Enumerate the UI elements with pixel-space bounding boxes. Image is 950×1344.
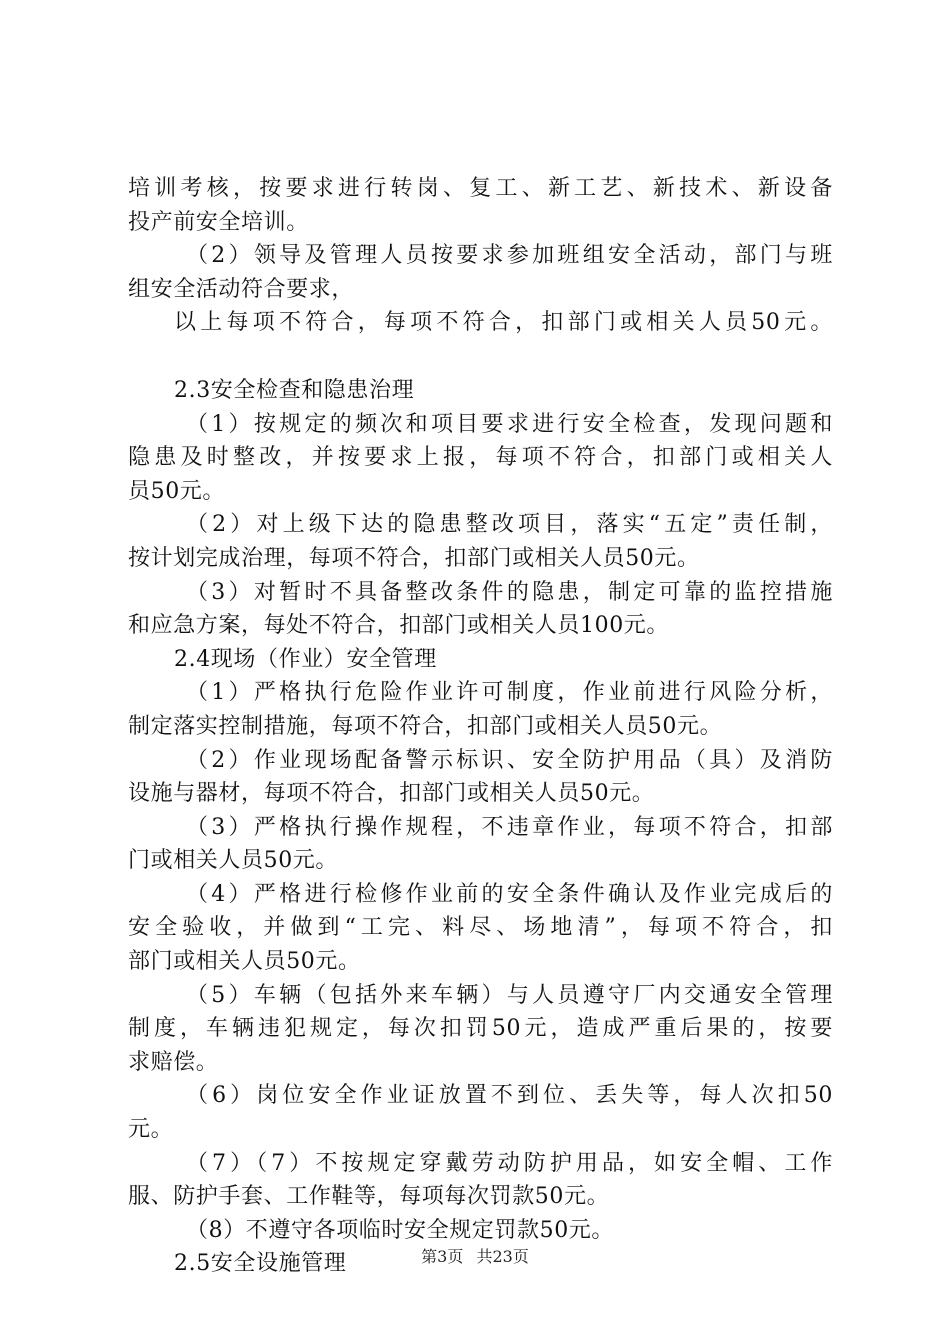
text-line: （4）严格进行检修作业前的安全条件确认及作业完成后的: [186, 881, 833, 907]
text-line: 员50元。: [128, 478, 225, 504]
text-line: （2）领导及管理人员按要求参加班组安全活动，部门与班: [186, 243, 833, 269]
text-line: 投产前安全培训。: [128, 209, 309, 235]
text-line: （1）严格执行危险作业许可制度，作业前进行风险分析，: [186, 680, 833, 706]
text-line: 制度，车辆违犯规定，每次扣罚50元，造成严重后果的，按要: [128, 1016, 833, 1042]
text-line: （6）岗位安全作业证放置不到位、丢失等，每人次扣50: [186, 1083, 833, 1109]
paragraph-gap: [128, 340, 833, 374]
text-line: （1）按规定的频次和项目要求进行安全检查，发现问题和: [186, 411, 833, 437]
section-heading: 2.5安全设施管理: [174, 1251, 347, 1277]
page-footer: [0, 1244, 950, 1267]
text-line: 组安全活动符合要求，: [128, 276, 355, 302]
text-line: 培训考核，按要求进行转岗、复工、新工艺、新技术、新设备: [128, 176, 833, 201]
text-line: （2）作业现场配备警示标识、安全防护用品（具）及消防: [186, 747, 833, 773]
text-line: 元。: [128, 1117, 174, 1143]
page-number: 第3页: [421, 1247, 464, 1266]
page-total: 共23页: [476, 1247, 529, 1266]
text-line: 以上每项不符合，每项不符合，扣部门或相关人员50元。: [174, 310, 833, 336]
text-line: （8）不遵守各项临时安全规定罚款50元。: [186, 1217, 614, 1243]
text-line: 门或相关人员50元。: [128, 848, 338, 874]
text-line: 设施与器材，每项不符合，扣部门或相关人员50元。: [128, 781, 655, 807]
text-line: （3）对暂时不具备整改条件的隐患，制定可靠的监控措施: [186, 579, 833, 605]
text-line: （3）严格执行操作规程，不违章作业，每项不符合，扣部: [186, 814, 833, 840]
body-text: [128, 172, 833, 1281]
text-line: 制定落实控制措施，每项不符合，扣部门或相关人员50元。: [128, 713, 723, 739]
section-heading: 2.4现场（作业）安全管理: [174, 646, 437, 672]
section-heading: 2.3安全检查和隐患治理: [174, 377, 415, 403]
text-line: 安全验收，并做到“工完、料尽、场地清”，每项不符合，扣: [128, 915, 833, 941]
text-line: 和应急方案，每处不符合，扣部门或相关人员100元。: [128, 613, 669, 639]
text-line: （2）对上级下达的隐患整改项目，落实“五定”责任制，: [186, 512, 833, 538]
text-line: 部门或相关人员50元。: [128, 949, 361, 975]
text-line: 服、防护手套、工作鞋等，每项每次罚款50元。: [128, 1184, 610, 1210]
text-line: 求赔偿。: [128, 1049, 219, 1075]
text-line: （5）车辆（包括外来车辆）与人员遵守厂内交通安全管理: [186, 982, 833, 1008]
text-line: 按计划完成治理，每项不符合，扣部门或相关人员50元。: [128, 545, 700, 571]
text-line: （7）（7）不按规定穿戴劳动防护用品，如安全帽、工作: [186, 1150, 833, 1176]
text-line: 隐患及时整改，并按要求上报，每项不符合，扣部门或相关人: [128, 445, 833, 471]
